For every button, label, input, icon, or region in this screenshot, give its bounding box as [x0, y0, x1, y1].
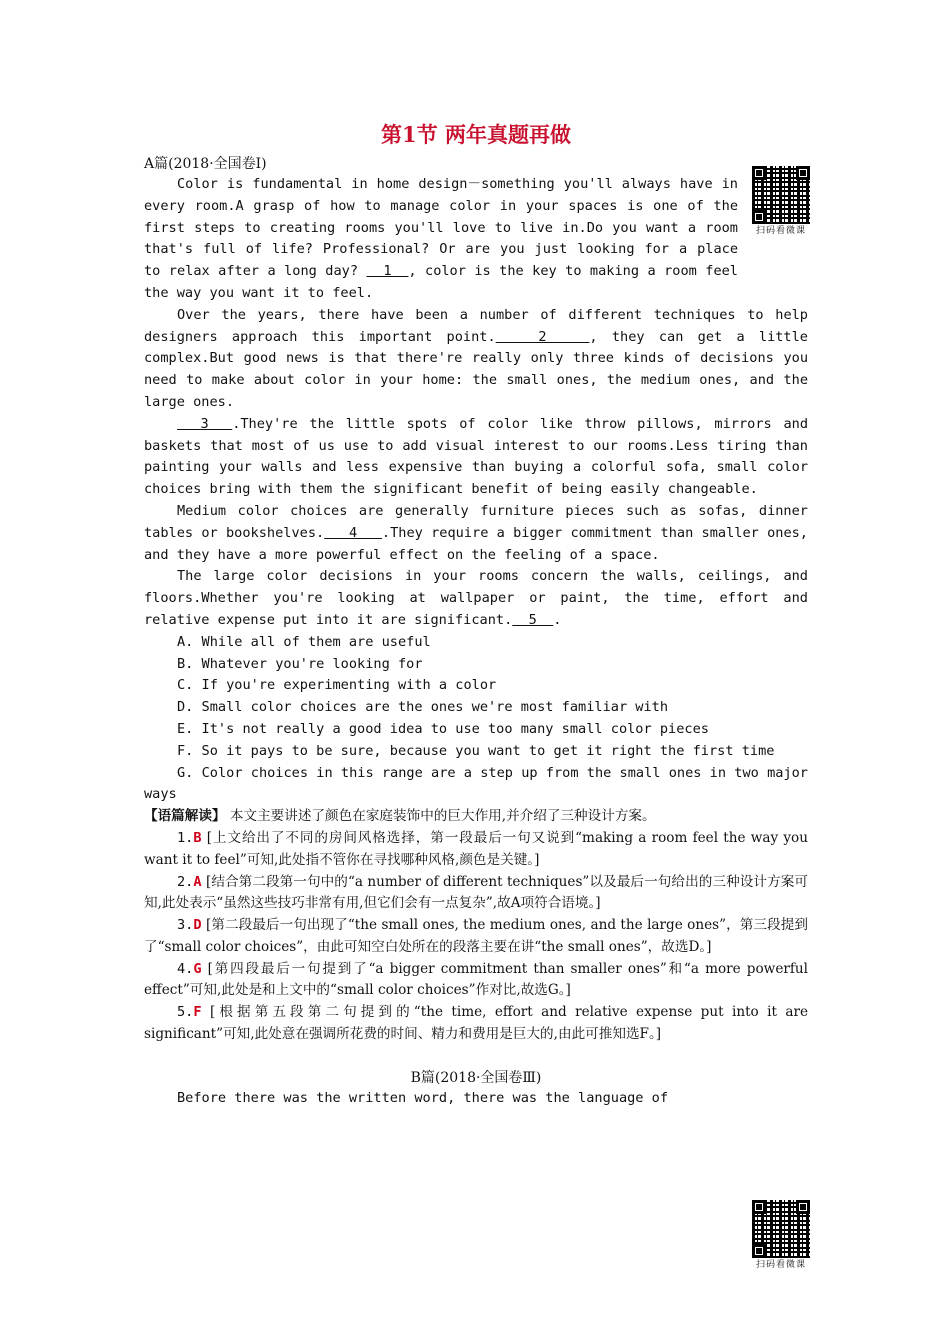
document-page: [144, 120, 808, 1110]
answer-item: 5.F [根据第五段第二句提到的“the time, effort and relative expense put into it are significant”可知,此处意在强调所花费的时间、精力和费用是巨大的,由此可推知选F。]: [144, 1004, 808, 1043]
option-d: D. Small color choices are the ones we're most familiar with: [177, 699, 669, 716]
answer-item: 4.G [第四段最后一句提到了“a bigger commitment than smaller ones”和“a more powerful effect”可知,此处是和上文中的“small color choices”作对比,故选G。]: [144, 960, 808, 999]
blank-2: 2: [495, 328, 590, 345]
blank-5: 5: [512, 611, 554, 628]
qr-code-bottom[interactable]: [752, 1200, 810, 1271]
option-f: F. So it pays to be sure, because you want to get it right the first time: [177, 742, 775, 759]
analysis-label: 【语篇解读】: [144, 808, 226, 825]
option-e: E. It's not really a good idea to use too many small color pieces: [177, 720, 709, 737]
answer-letter: B: [193, 829, 202, 846]
option-g: G. Color choices in this range are a step up from the small ones in two major ways: [144, 764, 808, 803]
option-c: C. If you're experimenting with a color: [177, 677, 497, 694]
qr-code-top[interactable]: [752, 166, 810, 237]
answer-letter: F: [193, 1004, 202, 1021]
answer-item: 2.A [结合第二段第一句中的“a number of different techniques”以及最后一句给出的三种设计方案可知,此处表示“虽然这些技巧非常有用,但它们会有一点复杂”,故A项符合语境。]: [144, 873, 808, 912]
section-a-passage: [144, 174, 738, 305]
section-b-paragraph-1: Before there was the written word, there was the language of: [177, 1089, 669, 1106]
section-b-heading: B篇(2018·全国卷Ⅲ): [410, 1069, 542, 1086]
analysis: [144, 806, 808, 828]
qr-caption: 扫码看微课: [755, 226, 806, 236]
passage-paragraph-1: Color is fundamental in home design－something you'll always have in every room.A grasp of how to manage color in your spaces is one of the first steps to creating rooms you'll love to live in.Do you want a room that's full of life? Professional? Or are you just looking for a place to relax after a long day? 1 , color is the key to making a room feel the way you want it to feel.: [144, 176, 738, 301]
passage-paragraph-5: The large color decisions in your rooms concern the walls, ceilings, and floors.Whether you're looking at wallpaper or paint, the time, effort and relative expense put into it are significant. 5 .: [144, 568, 808, 628]
passage-paragraph-2: Over the years, there have been a number of different techniques to help designers approach this important point. 2 , they can get a little complex.But good news is that there're really only three kinds of decisions you need to make about color in your home: the small ones, the medium ones, and the large ones.: [144, 306, 808, 410]
answer-letter: A: [193, 873, 202, 890]
blank-1: 1: [366, 263, 409, 280]
blank-3: 3: [177, 415, 233, 432]
qr-caption: 扫码看微课: [755, 1260, 806, 1270]
answer-letter: G: [193, 960, 202, 977]
passage-paragraph-4: Medium color choices are generally furniture pieces such as sofas, dinner tables or bookshelves. 4 .They require a bigger commitment than smaller ones, and they have a more powerful effect on the feeling of a space.: [144, 502, 808, 563]
answer-list: [144, 828, 808, 1046]
option-a: A. While all of them are useful: [177, 633, 431, 650]
blank-4: 4: [324, 524, 382, 541]
options-list: [144, 632, 808, 806]
passage-paragraph-3: 3 .They're the little spots of color like throw pillows, mirrors and baskets that most of us use to add visual interest to our rooms.Less tiring than painting your walls and less expensive than buying a colorful sofa, small color choices bring with them the significant benefit of being easily changeable.: [144, 415, 808, 498]
qr-code-icon: [752, 166, 810, 224]
answer-item: 3.D [第二段最后一句出现了“the small ones, the medium ones, and the large ones”，第三段提到了“small color choices”，由此可知空白处所在的段落主要在讲“the small ones”，故选D。]: [144, 917, 808, 955]
answer-item: 1.B [上文给出了不同的房间风格选择，第一段最后一句又说到“making a room feel the way you want it to feel”可知,此处指不管你在寻找哪种风格,颜色是关键。]: [144, 829, 808, 868]
section-a-heading: A篇(2018·全国卷Ⅰ): [144, 156, 267, 172]
qr-code-icon: [752, 1200, 810, 1258]
answer-letter: D: [193, 917, 202, 934]
option-b: B. Whatever you're looking for: [177, 655, 423, 672]
analysis-text: 本文主要讲述了颜色在家庭装饰中的巨大作用,并介绍了三种设计方案。: [225, 808, 656, 825]
page-title: 第1节 两年真题再做: [381, 122, 571, 147]
